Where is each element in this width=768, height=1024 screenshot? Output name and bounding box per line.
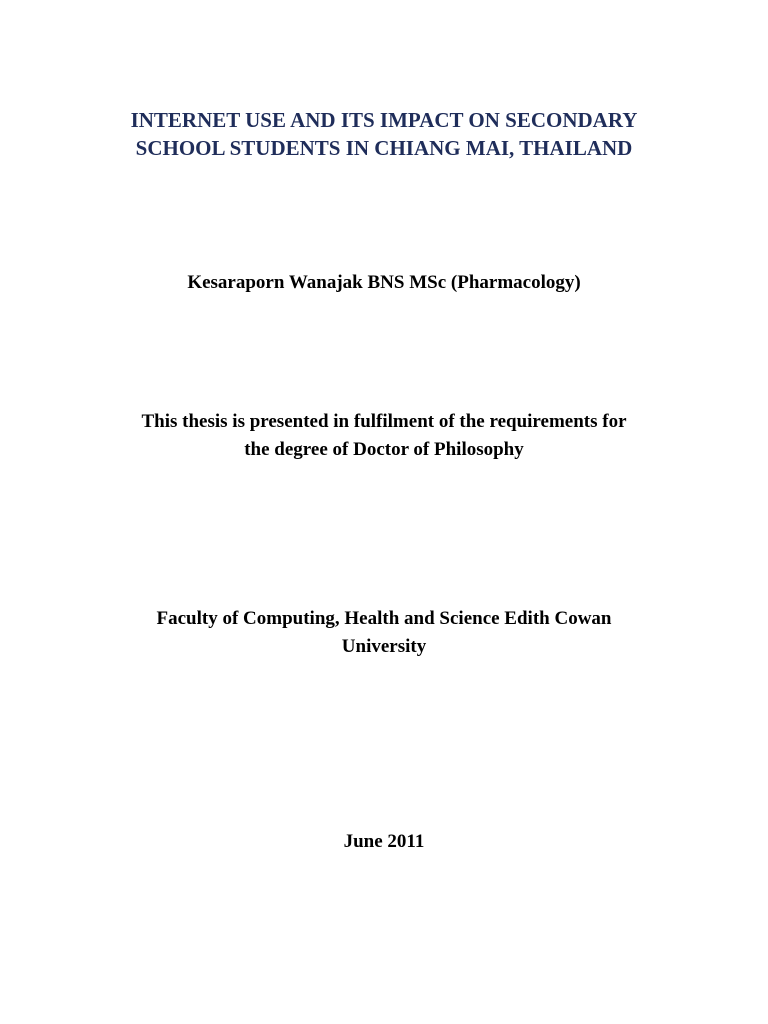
thesis-title-line-1: INTERNET USE AND ITS IMPACT ON SECONDARY [130,108,638,132]
degree-statement-line-2: the degree of Doctor of Philosophy [244,439,524,460]
degree-statement-line-1: This thesis is presented in fulfilment of the requirements for [141,411,627,432]
thesis-title-line-2: SCHOOL STUDENTS IN CHIANG MAI, THAILAND [135,136,633,160]
faculty-line-2: University [341,636,427,657]
thesis-title [40,106,728,162]
author-name: Kesaraporn Wanajak BNS MSc (Pharmacology) [187,272,581,293]
faculty-line-1: Faculty of Computing, Health and Science Edith Cowan [156,608,612,629]
degree-statement [40,408,728,464]
faculty-university [40,605,728,661]
submission-date: June 2011 [343,831,425,852]
